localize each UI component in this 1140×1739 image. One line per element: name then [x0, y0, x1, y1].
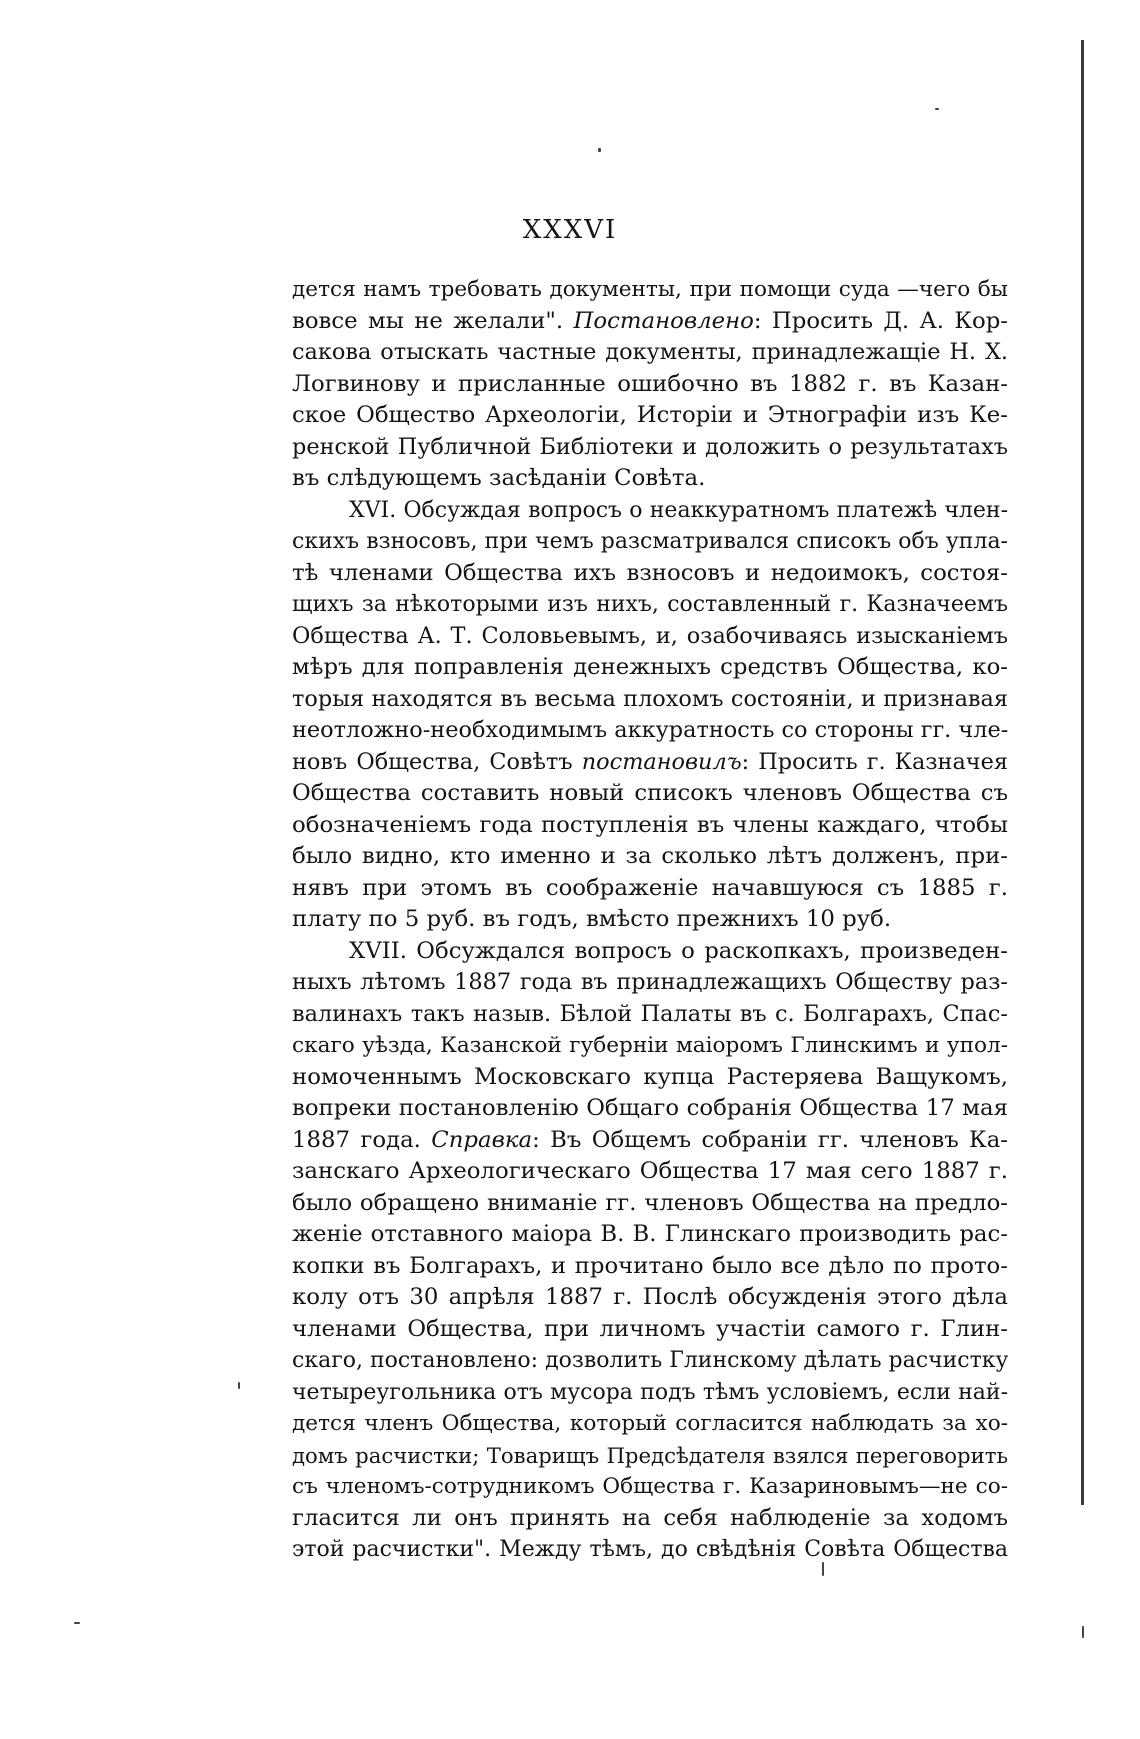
text-line: ское Общество Археологіи, Исторіи и Этнографіи изъ Ке-: [292, 402, 1008, 428]
text-line: этой расчистки". Между тѣмъ, до свѣдѣнія Совѣта Общества: [292, 1537, 1008, 1562]
text-line: съ членомъ-сотрудникомъ Общества г. Казариновымъ—не со-: [292, 1474, 1008, 1499]
text-line: обозначеніемъ года поступленія въ члены каждаго, чтобы: [292, 811, 1008, 838]
text-line: ныхъ лѣтомъ 1887 года въ принадлежащихъ Обществу раз-: [292, 969, 1008, 995]
text-line: дется членъ Общества, который согласится наблюдать за хо-: [292, 1411, 1008, 1436]
text-line: копки въ Болгарахъ, и прочитано было все дѣло по прото-: [292, 1252, 1008, 1279]
text-line: торыя находятся въ весьма плохомъ состояніи, и признавая: [292, 685, 1008, 712]
scan-speck: [1082, 1626, 1084, 1638]
body-text: [292, 274, 1008, 1566]
italic-term: Постановлено: [573, 307, 754, 334]
text-line: дется намъ требовать документы, при помощи суда —чего бы: [292, 277, 1008, 302]
text-line: новъ Общества, Совѣтъ постановилъ: Просить г. Казначея: [292, 748, 1008, 775]
text-line: Логвинову и присланные ошибочно въ 1882 г. въ Казан-: [292, 370, 1008, 397]
text-line: Общества составить новый списокъ членовъ Общества съ: [292, 780, 1008, 806]
italic-term: постановилъ: [581, 748, 742, 775]
text-line: 1887 года. Справка: Въ Общемъ собраніи гг. членовъ Ка-: [292, 1126, 1008, 1153]
page-edge-line: [1081, 40, 1084, 1505]
text-line: скаго, постановлено: дозволить Глинскому дѣлать расчистку: [292, 1348, 1008, 1373]
text-line: было видно, кто именно и за сколько лѣтъ долженъ, при-: [292, 843, 1008, 869]
text-line: занскаго Археологическаго Общества 17 мая сего 1887 г.: [292, 1158, 1008, 1184]
text-line: нявъ при этомъ въ соображеніе начавшуюся съ 1885 г.: [292, 874, 1008, 901]
text-line: скаго уѣзда, Казанской губерніи маіоромъ Глинскимъ и упол-: [292, 1033, 1008, 1058]
text-line: Общества А. Т. Соловьевымъ, и, озабочиваясь изысканіемъ: [292, 622, 1008, 649]
text-line: вопреки постановленію Общаго собранія Общества 17 мая: [292, 1095, 1008, 1121]
text-line: скихъ взносовъ, при чемъ разсматривался списокъ объ упла-: [292, 529, 1008, 554]
scan-speck: [238, 1382, 240, 1389]
text-line: колу отъ 30 апрѣля 1887 г. Послѣ обсужденія этого дѣла: [292, 1284, 1008, 1310]
scan-speck: [598, 148, 601, 152]
text-line: щихъ за нѣкоторыми изъ нихъ, составленный г. Казначеемъ: [292, 592, 1008, 617]
text-line: членами Общества, при личномъ участіи самого г. Глин-: [292, 1315, 1008, 1342]
text-line: женіе отставного маіора В. В. Глинскаго производить рас-: [292, 1221, 1008, 1247]
section-heading-line: XVII. Обсуждался вопросъ о раскопкахъ, произведен-: [349, 937, 1008, 964]
text-line: неотложно-необходимымъ аккуратность со стороны гг. чле-: [292, 717, 1008, 743]
text-line: было обращено вниманіе гг. членовъ Общества на предло-: [292, 1189, 1008, 1216]
page-number: XXXVI: [522, 215, 618, 245]
text-line: тѣ членами Общества ихъ взносовъ и недоимокъ, состоя-: [292, 559, 1008, 586]
text-line: въ слѣдующемъ засѣданіи Совѣта.: [292, 465, 706, 491]
text-line: гласится ли онъ принять на себя наблюденіе за ходомъ: [292, 1504, 1008, 1531]
italic-term: Справка: [431, 1126, 533, 1153]
text-line: четыреугольника отъ мусора подъ тѣмъ условіемъ, если най-: [292, 1379, 1008, 1405]
text-line: вовсе мы не желали". Постановлено: Просить Д. А. Кор-: [292, 307, 1008, 334]
text-line: валинахъ такъ назыв. Бѣлой Палаты въ с. Болгарахъ, Спас-: [292, 1000, 1008, 1027]
scan-speck: [74, 1622, 80, 1624]
text-line: ренской Публичной Библіотеки и доложить о результатахъ: [292, 433, 1008, 460]
section-heading-line: XVI. Обсуждая вопросъ о неаккуратномъ платежѣ член-: [349, 497, 1008, 523]
text-line: номоченнымъ Московскаго купца Растеряева Ващукомъ,: [292, 1063, 1008, 1090]
text-line: мѣръ для поправленія денежныхъ средствъ Общества, ко-: [292, 654, 1008, 680]
text-line: сакова отыскать частные документы, принадлежащіе Н. Х.: [292, 339, 1008, 365]
text-line: домъ расчистки; Товарищъ Предсѣдателя взялся переговорить: [292, 1442, 1008, 1468]
text-line: плату по 5 руб. въ годъ, вмѣсто прежнихъ 10 руб.: [292, 906, 892, 932]
scan-speck: [935, 108, 939, 110]
